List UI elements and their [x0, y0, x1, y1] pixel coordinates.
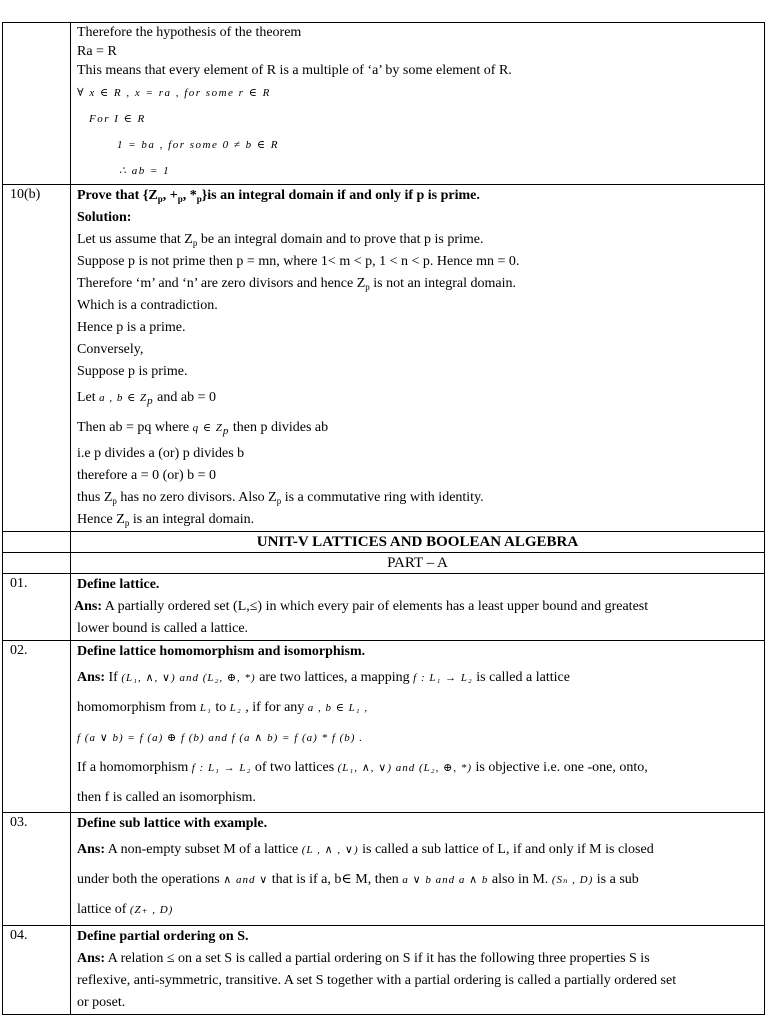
text-line: i.e p divides a (or) p divides b: [77, 446, 245, 461]
math-line: For I ∈ R: [89, 113, 146, 125]
text-line: Then ab = pq where q ∈ $Z_p$ then p divides ab: [77, 420, 329, 437]
unit-title: UNIT-V LATTICES AND BOOLEAN ALGEBRA: [256, 534, 579, 550]
row-content: [71, 641, 765, 813]
text-line: Hence $Z_p$ is an integral domain.: [77, 512, 255, 528]
row-number: 01.: [3, 574, 71, 641]
answer-line: or poset.: [77, 995, 126, 1010]
answer-label: Ans:: [77, 842, 106, 857]
text-line: This means that every element of R is a multiple of ‘a’ by some element of R.: [77, 63, 512, 78]
solution-label: Solution:: [77, 210, 132, 225]
text-line: Therefore ‘m’ and ‘n’ are zero divisors and hence $Z_p$ is not an integral domain.: [77, 276, 516, 292]
question-text: Prove that {$Z_p$, $+_p$, $*_p\}is$ an integral domain if and only if p is prime.: [77, 188, 480, 204]
answer-label: Ans:: [77, 670, 106, 685]
answer-line: Ans: A relation ≤ on a set S is called a partial ordering on S if it has the following three properties S is: [77, 951, 650, 966]
table-row: [3, 574, 765, 641]
text-line: therefore a = 0 (or) b = 0: [77, 468, 217, 483]
answer-line: reflexive, anti-symmetric, transitive. A set S together with a partial ordering is called a partially ordered set: [77, 973, 677, 988]
table-row: [3, 641, 765, 813]
answer-line: homomorphism from L₁ to L₂ , if for any a , b ∈ L₁ ,: [77, 700, 369, 715]
answer-line: lower bound is called a lattice.: [77, 621, 249, 636]
answer-line: Ans: A partially ordered set (L,≤) in which every pair of elements has a least upper bound and greatest: [74, 599, 649, 614]
row-number: 04.: [3, 926, 71, 1015]
row-content: [71, 23, 765, 185]
answer-line: f (a ∨ b) = f (a) ⊕ f (b) and f (a ∧ b) = f (a) * f (b) .: [77, 732, 363, 744]
row-content: [71, 574, 765, 641]
text-line: Hence p is a prime.: [77, 320, 186, 335]
answer-line: under both the operations ∧ and ∨ that is if a, b∈ M, then a ∨ b and a ∧ b also in M. (Sₙ , D) is a sub: [77, 872, 639, 887]
row-number: [3, 532, 71, 553]
question-text: Define sub lattice with example.: [77, 816, 268, 831]
answer-line: If a homomorphism f : L₁ → L₂ of two lattices (L₁, ∧, ∨) and (L₂, ⊕, *) is objective i.e. one -one, onto,: [77, 760, 648, 775]
row-content: [71, 532, 765, 553]
text-line: Suppose p is prime.: [77, 364, 188, 379]
qa-table: [2, 22, 765, 1015]
row-number: [3, 553, 71, 574]
answer-line: Ans: If (L₁, ∧, ∨) and (L₂, ⊕, *) are two lattices, a mapping f : L₁ → L₂ is called a lattice: [77, 670, 570, 685]
text-line: Let us assume that $Z_p$ be an integral domain and to prove that p is prime.: [77, 232, 484, 248]
table-row: [3, 553, 765, 574]
row-content: [71, 185, 765, 532]
text-line: thus $Z_p$ has no zero divisors. Also $Z_p$ is a commutative ring with identity.: [77, 490, 484, 506]
table-row: [3, 185, 765, 532]
math-line: ∴ ab = 1: [119, 165, 171, 177]
answer-line: then f is called an isomorphism.: [77, 790, 256, 805]
table-row: [3, 532, 765, 553]
part-title: PART – A: [387, 555, 448, 571]
answer-label: Ans:: [74, 599, 103, 614]
row-number: 10(b): [3, 185, 71, 532]
text-line: Ra = R: [77, 44, 117, 59]
answer-line: Ans: A non-empty subset M of a lattice (L , ∧ , ∨) is called a sub lattice of L, if and only if M is closed: [77, 842, 654, 857]
answer-line: lattice of (Z₊ , D): [77, 902, 174, 917]
math-line: ∀ x ∈ R , x = ra , for some r ∈ R: [77, 87, 271, 99]
table-row: [3, 23, 765, 185]
text-line: Which is a contradiction.: [77, 298, 218, 313]
question-text: Define partial ordering on S.: [77, 929, 249, 944]
text-line: Conversely,: [77, 342, 144, 357]
row-content: [71, 926, 765, 1015]
question-text: Define lattice.: [77, 577, 160, 592]
text-line: Suppose p is not prime then p = mn, where 1< m < p, 1 < n < p. Hence mn = 0.: [77, 254, 520, 269]
row-number: 03.: [3, 813, 71, 926]
question-text: Define lattice homomorphism and isomorphism.: [77, 644, 366, 659]
answer-label: Ans:: [77, 951, 106, 966]
row-content: [71, 553, 765, 574]
table-row: [3, 813, 765, 926]
row-number: 02.: [3, 641, 71, 813]
table-row: [3, 926, 765, 1015]
row-number: [3, 23, 71, 185]
text-line: Therefore the hypothesis of the theorem: [77, 25, 302, 40]
row-content: [71, 813, 765, 926]
text-line: Let a , b ∈ $Z_p$ and ab = 0: [77, 390, 216, 407]
math-line: 1 = ba , for some 0 ≠ b ∈ R: [117, 139, 280, 151]
